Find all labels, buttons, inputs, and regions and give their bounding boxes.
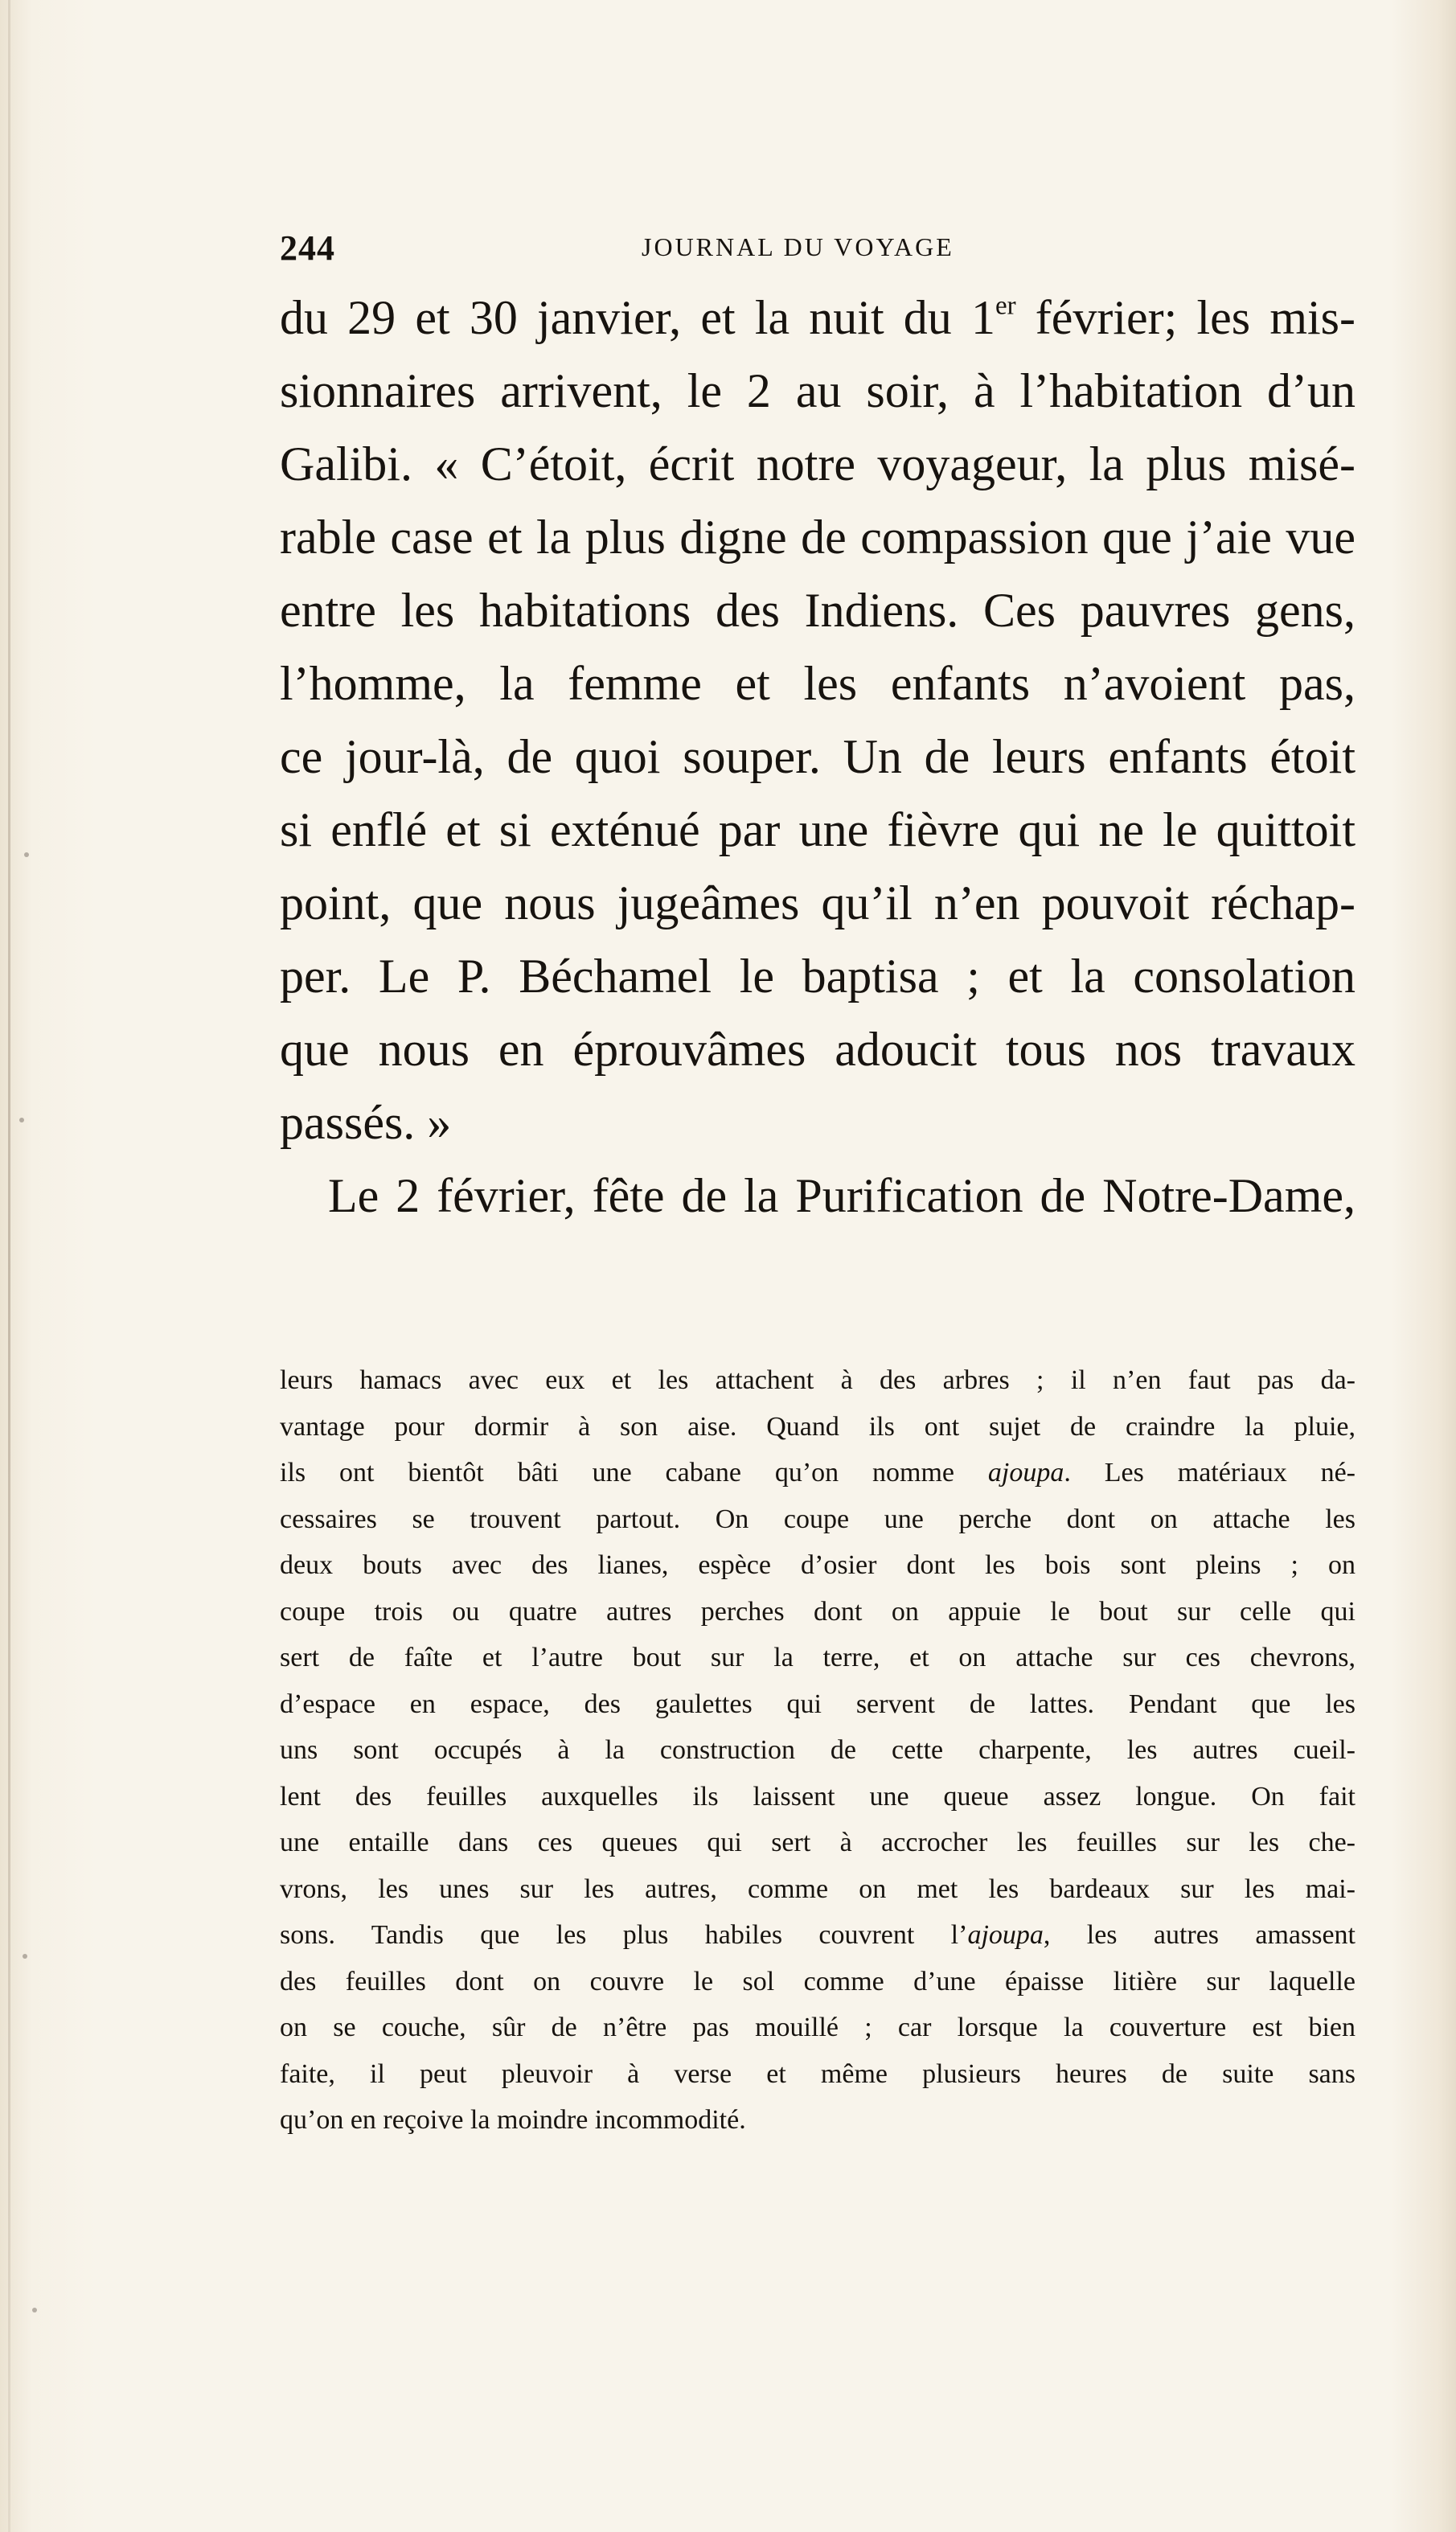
footnote-line: leurs hamacs avec eux et les attachent à des arbres ; il n’en faut pas da- xyxy=(280,1365,1356,1395)
main-text xyxy=(280,281,1356,1233)
footnote xyxy=(280,1357,1356,2144)
text-line: rable case et la plus digne de compassion que j’aie vue xyxy=(280,511,1356,564)
footnote-line: uns sont occupés à la construction de cette charpente, les autres cueil- xyxy=(280,1735,1356,1765)
paper-speck xyxy=(19,1118,24,1122)
running-head xyxy=(280,228,995,268)
text-line: si enflé et si exténué par une fièvre qui ne le quittoit xyxy=(280,803,1356,856)
paragraph-start-line: Le 2 février, fête de la Purification de Notre-Dame, xyxy=(328,1169,1356,1222)
text-line: entre les habitations des Indiens. Ces pauvres gens, xyxy=(280,584,1356,637)
italic-term: ajoupa xyxy=(967,1920,1044,1950)
text-line: que nous en éprouvâmes adoucit tous nos travaux xyxy=(280,1023,1356,1076)
text-line: point, que nous jugeâmes qu’il n’en pouvoit réchap- xyxy=(280,876,1356,929)
page-edge-shadow xyxy=(8,0,10,2532)
footnote-line: coupe trois ou quatre autres perches dont on appuie le bout sur celle qui xyxy=(280,1596,1356,1627)
page-number: 244 xyxy=(280,228,335,268)
footnote-line: cessaires se trouvent partout. On coupe une perche dont on attache les xyxy=(280,1504,1356,1534)
paper-speck xyxy=(24,852,29,857)
footnote-line: une entaille dans ces queues qui sert à accrocher les feuilles sur les che- xyxy=(280,1828,1356,1857)
text-line: per. Le P. Béchamel le baptisa ; et la consolation xyxy=(280,950,1356,1003)
footnote-line: lent des feuilles auxquelles ils laissent une queue assez longue. On fait xyxy=(280,1781,1356,1812)
footnote-line: d’espace en espace, des gaulettes qui servent de lattes. Pendant que les xyxy=(280,1689,1356,1719)
italic-term: ajoupa xyxy=(987,1458,1064,1488)
text-line: passés. » xyxy=(280,1096,452,1149)
text-line: sionnaires arrivent, le 2 au soir, à l’habitation d’un xyxy=(280,364,1356,417)
footnote-line: deux bouts avec des lianes, espèce d’osier dont les bois sont pleins ; on xyxy=(280,1550,1356,1580)
footnote-line: des feuilles dont on couvre le sol comme d’une épaisse litière sur laquelle xyxy=(280,1966,1356,1996)
text-line: ce jour-là, de quoi souper. Un de leurs enfants étoit xyxy=(280,730,1356,783)
footnote-line: qu’on en reçoive la moindre incommodité. xyxy=(280,2105,746,2135)
text-line: l’homme, la femme et les enfants n’avoient pas, xyxy=(280,657,1356,710)
text-line: Galibi. « C’étoit, écrit notre voyageur, la plus misé- xyxy=(280,437,1356,490)
footnote-line: faite, il peut pleuvoir à verse et même plusieurs heures de suite sans xyxy=(280,2058,1356,2089)
footnote-line: sons. Tandis que les plus habiles couvrent l’ajoupa, les autres amassent xyxy=(280,1920,1356,1950)
footnote-line: sert de faîte et l’autre bout sur la terre, et on attache sur ces chevrons, xyxy=(280,1643,1356,1672)
paper-speck xyxy=(23,1954,27,1959)
running-title: JOURNAL DU VOYAGE xyxy=(642,232,954,261)
footnote-line: ils ont bientôt bâti une cabane qu’on nomme ajoupa. Les matériaux né- xyxy=(280,1458,1356,1488)
footnote-line: vantage pour dormir à son aise. Quand ils ont sujet de craindre la pluie, xyxy=(280,1411,1356,1442)
superscript: er xyxy=(995,291,1016,321)
text-line: du 29 et 30 janvier, et la nuit du 1er février; les mis- xyxy=(280,291,1356,344)
footnote-line: on se couche, sûr de n’être pas mouillé ; car lorsque la couverture est bien xyxy=(280,2013,1356,2042)
footnote-line: vrons, les unes sur les autres, comme on met les bardeaux sur les mai- xyxy=(280,1873,1356,1904)
paper-speck xyxy=(32,2308,37,2312)
